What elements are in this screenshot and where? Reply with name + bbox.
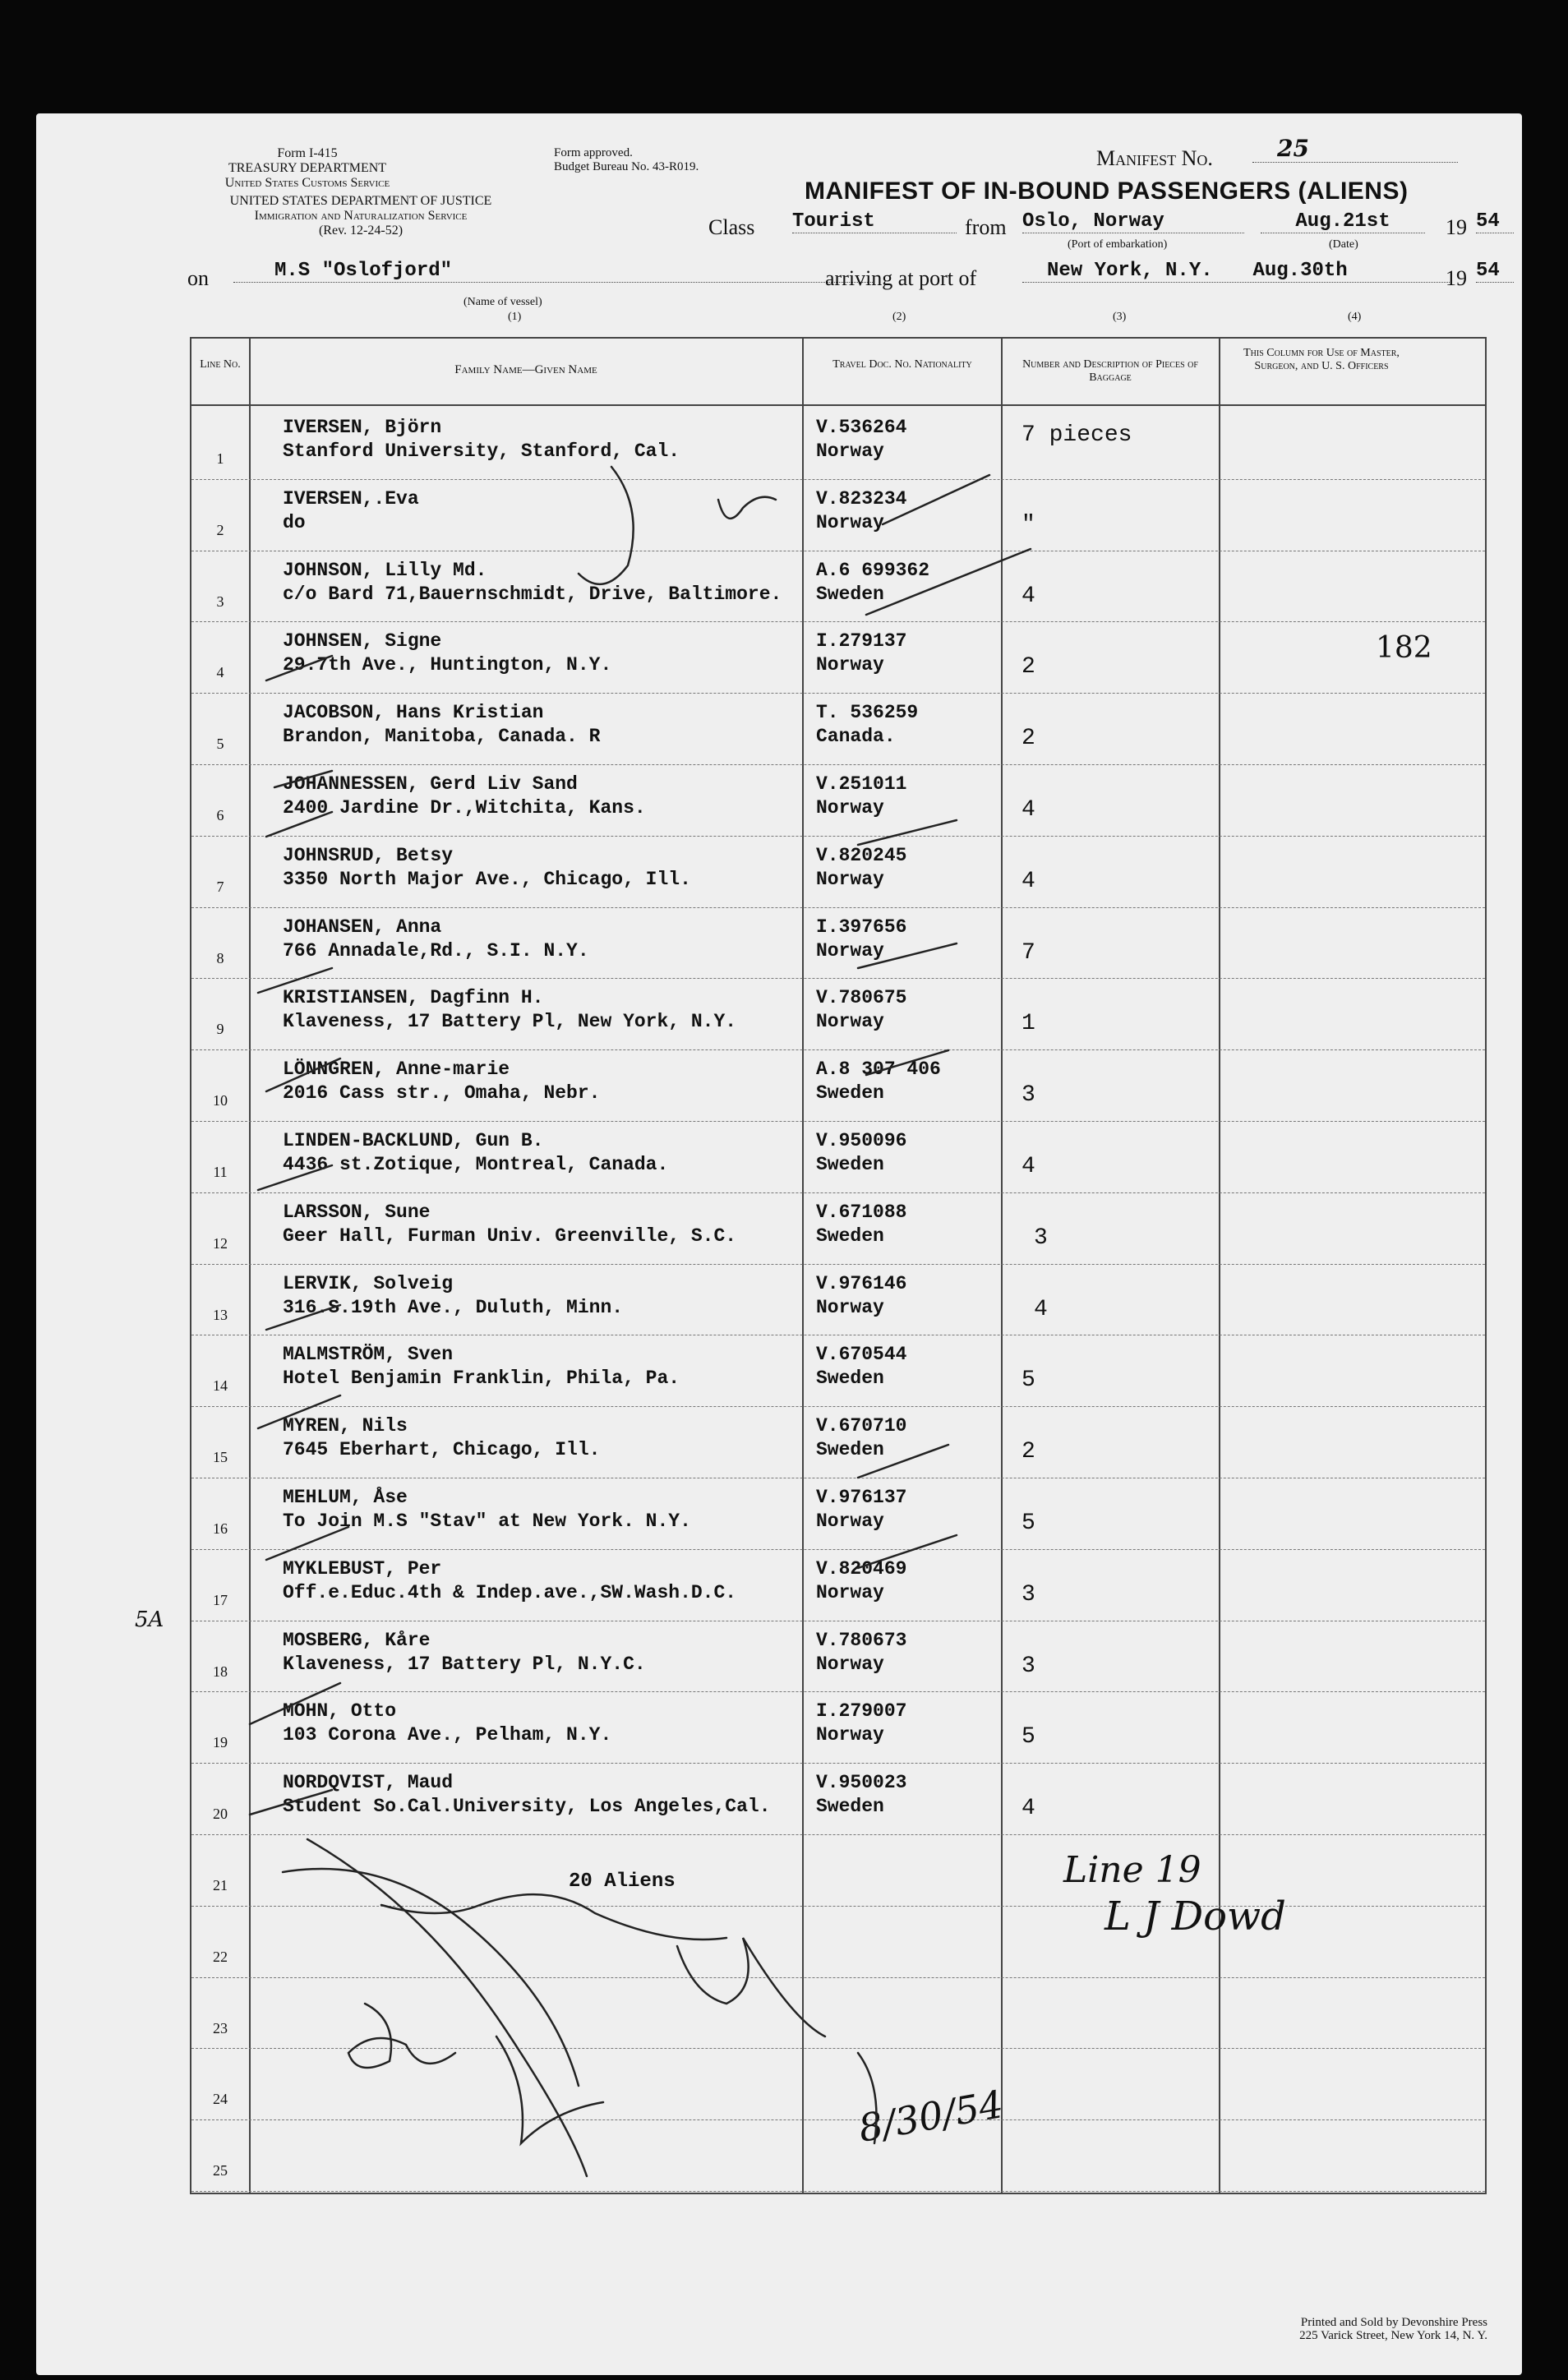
nationality: Norway (816, 654, 884, 676)
line-number: 3 (216, 593, 224, 610)
form-number: Form I-415 (277, 146, 338, 160)
baggage-count: 4 (1022, 1154, 1035, 1179)
passenger-address: do (283, 511, 306, 533)
travel-doc-number: I.397656 (816, 916, 907, 938)
line-number: 17 (213, 1591, 228, 1608)
travel-doc-number: V.670544 (816, 1344, 907, 1366)
travel-doc-number: T. 536259 (816, 702, 919, 724)
passenger-address: 766 Annadale,Rd., S.I. N.Y. (283, 939, 589, 962)
date-caption: (Date) (1329, 238, 1358, 251)
baggage-count: 5 (1022, 1724, 1035, 1750)
passenger-address: Student So.Cal.University, Los Angeles,Cal. (283, 1796, 771, 1818)
passenger-name: KRISTIANSEN, Dagfinn H. (283, 987, 544, 1009)
passenger-name: JOHNSON, Lilly Md. (283, 559, 487, 581)
handwriting-strokes (36, 113, 1522, 2375)
passenger-address: Klaveness, 17 Battery Pl, New York, N.Y. (283, 1011, 737, 1033)
printer-line-1: Printed and Sold by Devonshire Press (1300, 2316, 1487, 2329)
nationality: Norway (816, 1296, 884, 1318)
line-number: 4 (216, 664, 224, 681)
vessel-caption: (Name of vessel) (463, 296, 542, 308)
travel-doc-number: A.6 699362 (816, 559, 930, 581)
customs-service: United States Customs Service (224, 176, 390, 190)
travel-doc-number: V.950023 (816, 1772, 907, 1794)
baggage-count: 3 (1022, 1581, 1035, 1607)
passenger-name: NORDQVIST, Maud (283, 1772, 454, 1794)
nationality: Norway (816, 1724, 884, 1746)
printer-line-2: 225 Varick Street, New York 14, N. Y. (1299, 2329, 1487, 2342)
passenger-address: 316.S.19th Ave., Duluth, Minn. (283, 1296, 624, 1318)
nationality: Sweden (816, 1154, 884, 1175)
nationality: Norway (816, 797, 884, 819)
line-number: 19 (213, 1734, 228, 1751)
manifest-no-label: Manifest No. (1096, 146, 1213, 170)
nationality: Canada. (816, 726, 896, 748)
passenger-name: MALMSTRÖM, Sven (283, 1344, 454, 1366)
travel-doc-number: V.536264 (816, 417, 907, 438)
passenger-name: MYREN, Nils (283, 1415, 408, 1437)
treasury-dept: TREASURY DEPARTMENT (228, 161, 387, 175)
baggage-count: 4 (1034, 1296, 1048, 1322)
nationality: Norway (816, 1511, 884, 1532)
officer-number: 182 (1376, 631, 1432, 665)
passenger-name: MEHLUM, Åse (283, 1487, 408, 1508)
passenger-address: 29.7th Ave., Huntington, N.Y. (283, 654, 612, 676)
sail-year: 54 (1476, 210, 1514, 233)
justice-dept: UNITED STATES DEPARTMENT OF JUSTICE (229, 194, 492, 208)
line-number: 20 (213, 1806, 228, 1823)
printer-footer (1299, 2316, 1487, 2342)
passenger-address: 2016 Cass str., Omaha, Nebr. (283, 1082, 601, 1105)
manifest-number: 25 (1252, 135, 1458, 163)
travel-doc-number: V.780673 (816, 1629, 907, 1651)
line-number: 16 (213, 1520, 228, 1537)
baggage-count: " (1022, 511, 1035, 537)
line-number: 11 (213, 1164, 228, 1180)
travel-doc-number: V.251011 (816, 773, 907, 795)
passenger-address: Off.e.Educ.4th & Indep.ave.,SW.Wash.D.C. (283, 1581, 737, 1603)
passenger-address: Brandon, Manitoba, Canada. R (283, 726, 601, 748)
baggage-count: 5 (1022, 1511, 1035, 1536)
nationality: Sweden (816, 583, 884, 605)
from-value: Oslo, Norway (1022, 210, 1244, 233)
line-number: 21 (213, 1877, 228, 1893)
baggage-count: 4 (1022, 583, 1035, 609)
col-header-line: Line No. (200, 358, 241, 371)
col-header-baggage: Number and Description of Pieces of Baggage (1022, 358, 1198, 384)
nationality: Norway (816, 440, 884, 462)
passenger-address: 2400 Jardine Dr.,Witchita, Kans. (283, 797, 646, 819)
travel-doc-number: V.780675 (816, 987, 907, 1009)
nationality: Sweden (816, 1082, 884, 1105)
passenger-name: MOHN, Otto (283, 1700, 397, 1723)
passenger-name: JOHNSEN, Signe (283, 630, 442, 653)
form-approved: Form approved. (554, 146, 633, 159)
line-number: 15 (213, 1449, 228, 1466)
col-header-officers: This Column for Use of Master, Surgeon, and U. S. Officers (1243, 347, 1400, 372)
on-label: on (187, 266, 209, 290)
passenger-name: JACOBSON, Hans Kristian (283, 702, 544, 724)
baggage-count: 2 (1022, 654, 1035, 680)
arrival-date: Aug.30th (1252, 260, 1348, 282)
handwritten-date: 8/30/54 (855, 2082, 1007, 2151)
passenger-address: Geer Hall, Furman Univ. Greenville, S.C. (283, 1225, 737, 1247)
passenger-name: LINDEN-BACKLUND, Gun B. (283, 1130, 544, 1151)
col3-marker: (3) (1113, 311, 1127, 323)
line-number: 9 (216, 1021, 224, 1038)
officer-initials: L J Dowd (1105, 1893, 1286, 1940)
ins-service: Immigration and Naturalization Service (254, 209, 468, 223)
col-header-doc: Travel Doc. No. Nationality (832, 358, 972, 371)
nationality: Norway (816, 1653, 884, 1675)
baggage-count: 3 (1034, 1225, 1048, 1251)
col1-marker: (1) (508, 311, 522, 323)
officer-line-note: Line 19 (1063, 1849, 1201, 1891)
travel-doc-number: I.279007 (816, 1700, 907, 1723)
col-header-name: Family Name—Given Name (454, 363, 597, 376)
col4-marker: (4) (1348, 311, 1362, 323)
travel-doc-number: A.8 307 406 (816, 1059, 941, 1081)
line-number: 1 (216, 450, 224, 467)
travel-doc-number: V.670710 (816, 1415, 907, 1437)
col2-marker: (2) (892, 311, 906, 323)
line-number: 18 (213, 1663, 228, 1680)
line-number: 12 (213, 1234, 228, 1252)
nationality: Sweden (816, 1796, 884, 1818)
line-number: 5 (216, 736, 224, 753)
sail-date: Aug.21st (1261, 210, 1425, 233)
line-number: 2 (216, 521, 224, 538)
passenger-address: Hotel Benjamin Franklin, Phila, Pa. (283, 1368, 680, 1390)
line-number: 22 (213, 1948, 228, 1965)
travel-doc-number: V.976146 (816, 1272, 907, 1294)
nationality: Norway (816, 1011, 884, 1033)
manifest-sheet (36, 113, 1522, 2375)
nationality: Norway (816, 868, 884, 890)
travel-doc-number: V.823234 (816, 487, 907, 510)
passenger-name: LERVIK, Solveig (283, 1272, 454, 1294)
baggage-count: 4 (1022, 797, 1035, 823)
passenger-name: IVERSEN, Björn (283, 417, 442, 438)
arrival-port: New York, N.Y. (1047, 260, 1213, 282)
baggage-count: 2 (1022, 726, 1035, 752)
line-number: 13 (213, 1306, 228, 1323)
form-revision: (Rev. 12-24-52) (318, 224, 404, 238)
class-label: Class (708, 215, 755, 239)
nationality: Sweden (816, 1439, 884, 1461)
year-prefix: 19 (1446, 215, 1467, 239)
baggage-count: 3 (1022, 1082, 1035, 1109)
passenger-name: LÖNNGREN, Anne-marie (283, 1059, 510, 1081)
passenger-name: JOHANNESSEN, Gerd Liv Sand (283, 773, 578, 795)
travel-doc-number: V.976137 (816, 1487, 907, 1508)
total-aliens: 20 Aliens (569, 1870, 676, 1893)
nationality: Sweden (816, 1368, 884, 1390)
line-number: 6 (216, 807, 224, 823)
passenger-address: 3350 North Major Ave., Chicago, Ill. (283, 868, 691, 890)
baggage-count: 3 (1022, 1653, 1035, 1679)
margin-note: 5A (135, 1607, 164, 1632)
passenger-address: Klaveness, 17 Battery Pl, N.Y.C. (283, 1653, 646, 1675)
baggage-count: 7 (1022, 939, 1035, 966)
budget-bureau: Budget Bureau No. 43-R019. (554, 160, 699, 173)
port-embark-caption: (Port of embarkation) (1068, 238, 1168, 251)
nationality: Norway (816, 939, 884, 962)
passenger-name: MYKLEBUST, Per (283, 1557, 442, 1580)
arrival-year: 54 (1476, 260, 1514, 283)
travel-doc-number: V.820245 (816, 844, 907, 866)
passenger-address: 103 Corona Ave., Pelham, N.Y. (283, 1724, 612, 1746)
baggage-count: 7 pieces (1022, 422, 1132, 448)
vessel-name: M.S "Oslofjord" (233, 260, 874, 283)
nationality: Sweden (816, 1225, 884, 1247)
passenger-name: JOHANSEN, Anna (283, 916, 442, 938)
nationality: Norway (816, 1581, 884, 1603)
arriving-label: arriving at port of (825, 266, 977, 290)
line-number: 7 (216, 878, 224, 895)
travel-doc-number: V.820469 (816, 1557, 907, 1580)
travel-doc-number: I.279137 (816, 630, 907, 653)
line-number: 25 (213, 2162, 228, 2179)
baggage-count: 1 (1022, 1011, 1035, 1037)
travel-doc-number: V.950096 (816, 1130, 907, 1151)
passenger-name: IVERSEN,.Eva (283, 487, 419, 510)
passenger-address: c/o Bard 71,Bauernschmidt, Drive, Baltimore. (283, 583, 782, 605)
nationality: Norway (816, 511, 884, 533)
line-number: 14 (213, 1377, 228, 1395)
line-number: 8 (216, 949, 224, 966)
baggage-count: 2 (1022, 1439, 1035, 1465)
line-number: 10 (213, 1092, 228, 1109)
passenger-address: 7645 Eberhart, Chicago, Ill. (283, 1439, 601, 1461)
baggage-count: 4 (1022, 1796, 1035, 1822)
baggage-count: 5 (1022, 1368, 1035, 1394)
travel-doc-number: V.671088 (816, 1201, 907, 1223)
passenger-address: Stanford University, Stanford, Cal. (283, 440, 680, 462)
class-value: Tourist (792, 210, 957, 233)
passenger-name: LARSSON, Sune (283, 1201, 431, 1223)
passenger-name: MOSBERG, Kåre (283, 1629, 431, 1651)
from-label: from (965, 215, 1007, 239)
passenger-name: JOHNSRUD, Betsy (283, 844, 454, 866)
year-prefix-2: 19 (1446, 266, 1467, 290)
line-number: 23 (213, 2019, 228, 2036)
line-number: 24 (213, 2091, 228, 2108)
passenger-address: 4436 st.Zotique, Montreal, Canada. (283, 1154, 669, 1175)
passenger-address: To Join M.S "Stav" at New York. N.Y. (283, 1511, 691, 1532)
baggage-count: 4 (1022, 868, 1035, 894)
page-title: MANIFEST OF IN-BOUND PASSENGERS (ALIENS) (805, 178, 1409, 205)
